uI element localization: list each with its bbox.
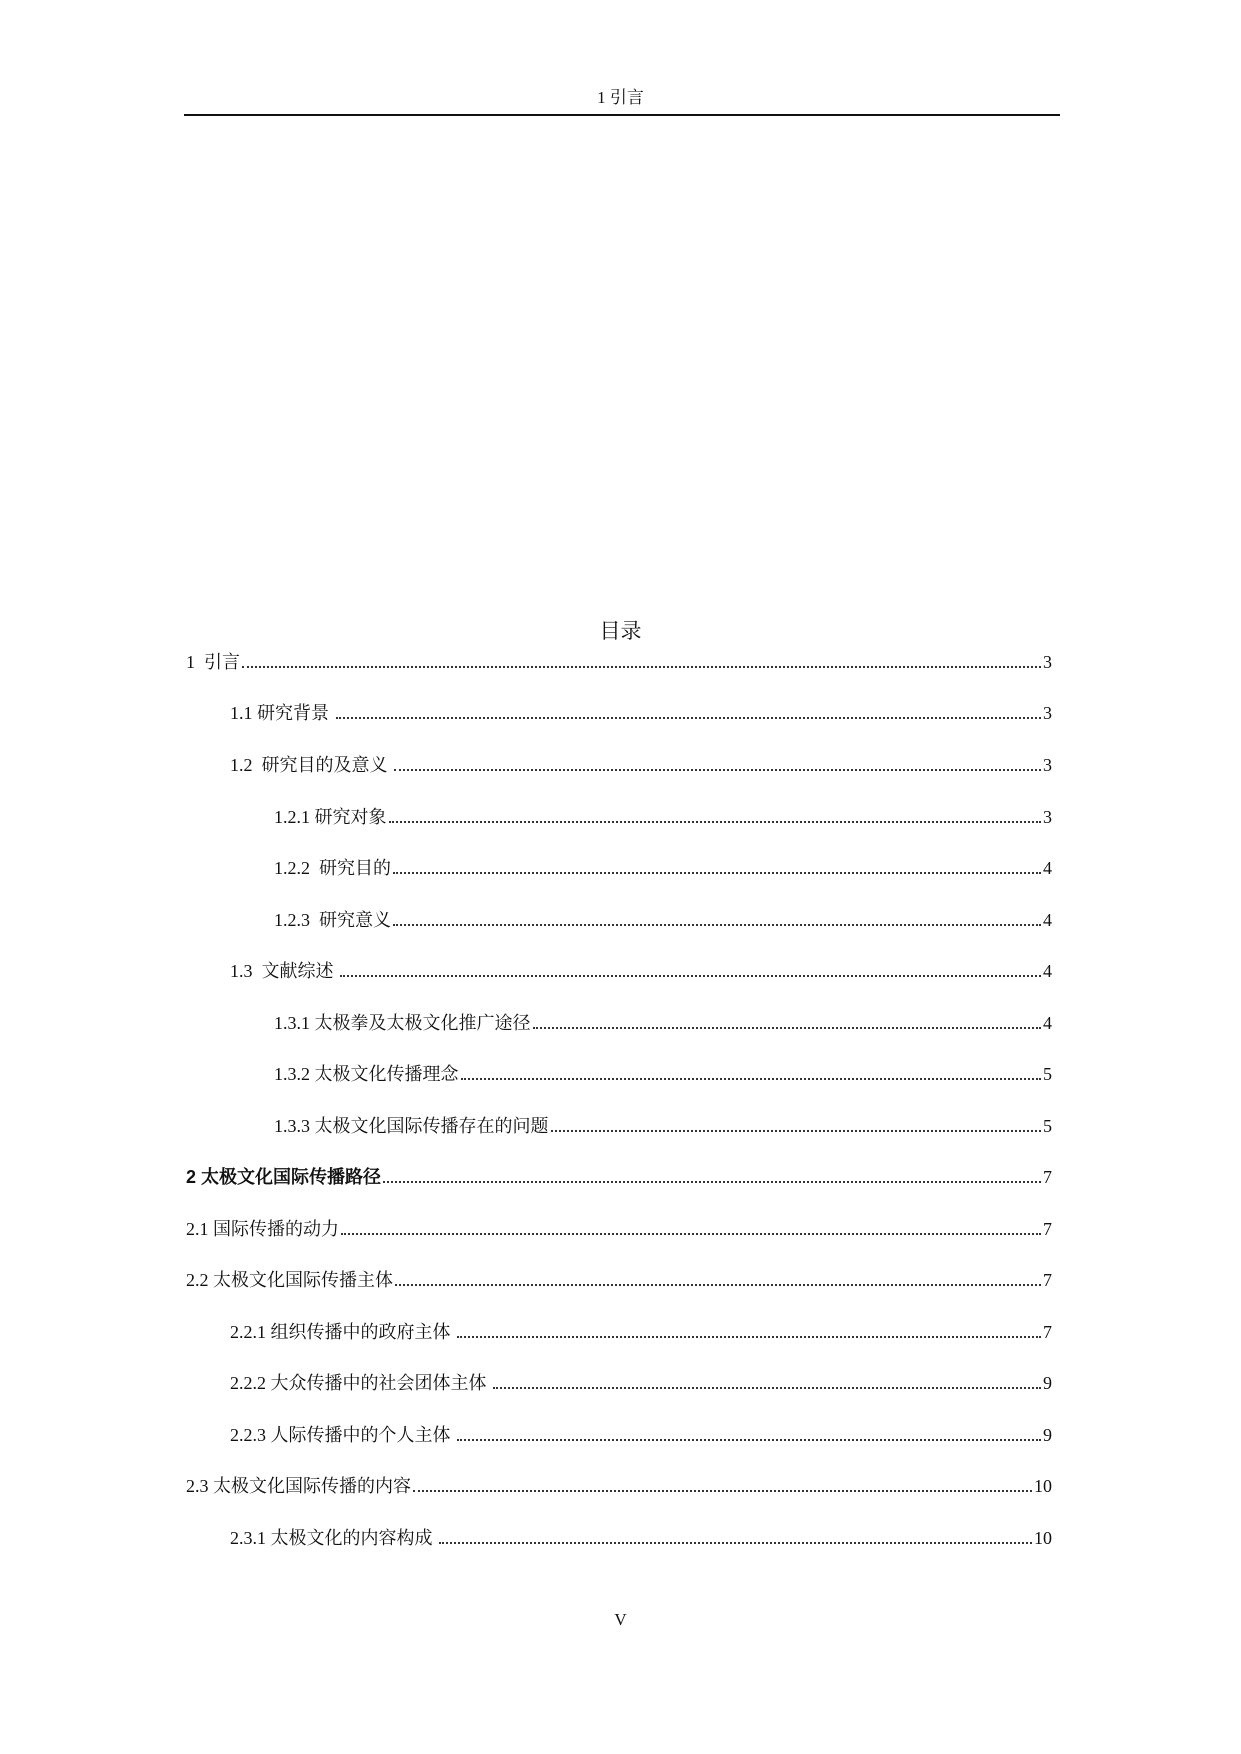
- page-number: V: [614, 1610, 627, 1629]
- toc-entry-label: 2.2.3 人际传播中的个人主体: [230, 1425, 455, 1445]
- dot-leader: [341, 1233, 1041, 1235]
- toc-entry-page: 4: [1043, 910, 1052, 930]
- toc-entry-2[interactable]: [186, 1164, 1052, 1188]
- dot-leader: [389, 821, 1042, 823]
- running-header: 1 引言: [597, 88, 644, 107]
- toc-entry-label: 2.3.1 太极文化的内容构成: [230, 1528, 437, 1548]
- toc-entry-label: 2.2.1 组织传播中的政府主体: [230, 1322, 455, 1342]
- toc-entry-page: 4: [1043, 858, 1052, 878]
- toc-entry-1-3-3[interactable]: [274, 1113, 1052, 1137]
- dot-leader: [493, 1387, 1041, 1389]
- toc-entry-page: 5: [1043, 1116, 1052, 1136]
- toc-entry-label: 1.3.1 太极拳及太极文化推广途径: [274, 1013, 531, 1033]
- dot-leader: [551, 1130, 1042, 1132]
- toc-entry-label: 2.1 国际传播的动力: [186, 1219, 339, 1239]
- toc-entry-page: 3: [1043, 807, 1052, 827]
- dot-leader: [461, 1078, 1042, 1080]
- toc-entry-label: 1.1 研究背景: [230, 703, 334, 723]
- toc-entry-2-1[interactable]: [186, 1216, 1052, 1240]
- toc-entry-2-2-3[interactable]: [230, 1422, 1052, 1446]
- toc-entry-page: 9: [1043, 1425, 1052, 1445]
- dot-leader: [336, 717, 1042, 719]
- toc-entry-label: 2.3 太极文化国际传播的内容: [186, 1476, 411, 1496]
- toc-entry-label: 2 太极文化国际传播路径: [186, 1167, 382, 1187]
- toc-entry-2-3-1[interactable]: [230, 1525, 1052, 1549]
- toc-entry-label: 2.2 太极文化国际传播主体: [186, 1270, 393, 1290]
- toc-entry-2-2[interactable]: [186, 1267, 1052, 1291]
- toc-entry-page: 3: [1043, 652, 1052, 672]
- toc-entry-1-3[interactable]: [230, 958, 1052, 982]
- toc-entry-1-1[interactable]: [230, 700, 1052, 724]
- toc-entry-page: 7: [1043, 1270, 1052, 1290]
- toc-entry-page: 7: [1043, 1322, 1052, 1342]
- toc-entry-1-3-1[interactable]: [274, 1010, 1052, 1034]
- toc-entry-page: 4: [1043, 961, 1052, 981]
- dot-leader: [242, 666, 1041, 668]
- toc-entry-1-2-3[interactable]: [274, 907, 1052, 931]
- toc-entry-1-2-1[interactable]: [274, 804, 1052, 828]
- toc-entry-page: 3: [1043, 755, 1052, 775]
- dot-leader: [395, 1284, 1041, 1286]
- toc-entry-1-2-2[interactable]: [274, 855, 1052, 879]
- toc-entry-1-3-2[interactable]: [274, 1061, 1052, 1085]
- toc-entry-1[interactable]: [186, 649, 1052, 673]
- toc-entry-2-2-1[interactable]: [230, 1319, 1052, 1343]
- dot-leader: [393, 924, 1041, 926]
- toc-entry-label: 2.2.2 大众传播中的社会团体主体: [230, 1373, 491, 1393]
- dot-leader: [394, 769, 1041, 771]
- toc-entry-page: 5: [1043, 1064, 1052, 1084]
- toc-entry-label: 1.2.3 研究意义: [274, 910, 391, 930]
- dot-leader: [439, 1542, 1032, 1544]
- toc-entry-1-2[interactable]: [230, 752, 1052, 776]
- toc-entry-page: 7: [1043, 1219, 1052, 1239]
- dot-leader: [413, 1490, 1032, 1492]
- toc-entry-label: 1.2.2 研究目的: [274, 858, 391, 878]
- dot-leader: [383, 1181, 1041, 1183]
- toc-entry-label: 1 引言: [186, 652, 240, 672]
- toc-entry-2-3[interactable]: [186, 1473, 1052, 1497]
- toc-entry-label: 1.3.3 太极文化国际传播存在的问题: [274, 1116, 549, 1136]
- toc-entry-page: 10: [1034, 1476, 1052, 1496]
- toc-entry-page: 7: [1043, 1167, 1052, 1187]
- dot-leader: [457, 1336, 1041, 1338]
- toc-entry-label: 1.3 文献综述: [230, 961, 338, 981]
- dot-leader: [533, 1027, 1042, 1029]
- toc-entry-page: 4: [1043, 1013, 1052, 1033]
- dot-leader: [393, 872, 1041, 874]
- toc-entry-label: 1.2 研究目的及意义: [230, 755, 392, 775]
- toc-entry-page: 3: [1043, 703, 1052, 723]
- toc-entry-2-2-2[interactable]: [230, 1370, 1052, 1394]
- dot-leader: [340, 975, 1041, 977]
- toc-entry-page: 10: [1034, 1528, 1052, 1548]
- toc-entry-label: 1.3.2 太极文化传播理念: [274, 1064, 459, 1084]
- toc-title: 目录: [599, 619, 642, 643]
- dot-leader: [457, 1439, 1041, 1441]
- toc-entry-page: 9: [1043, 1373, 1052, 1393]
- toc-entry-label: 1.2.1 研究对象: [274, 807, 387, 827]
